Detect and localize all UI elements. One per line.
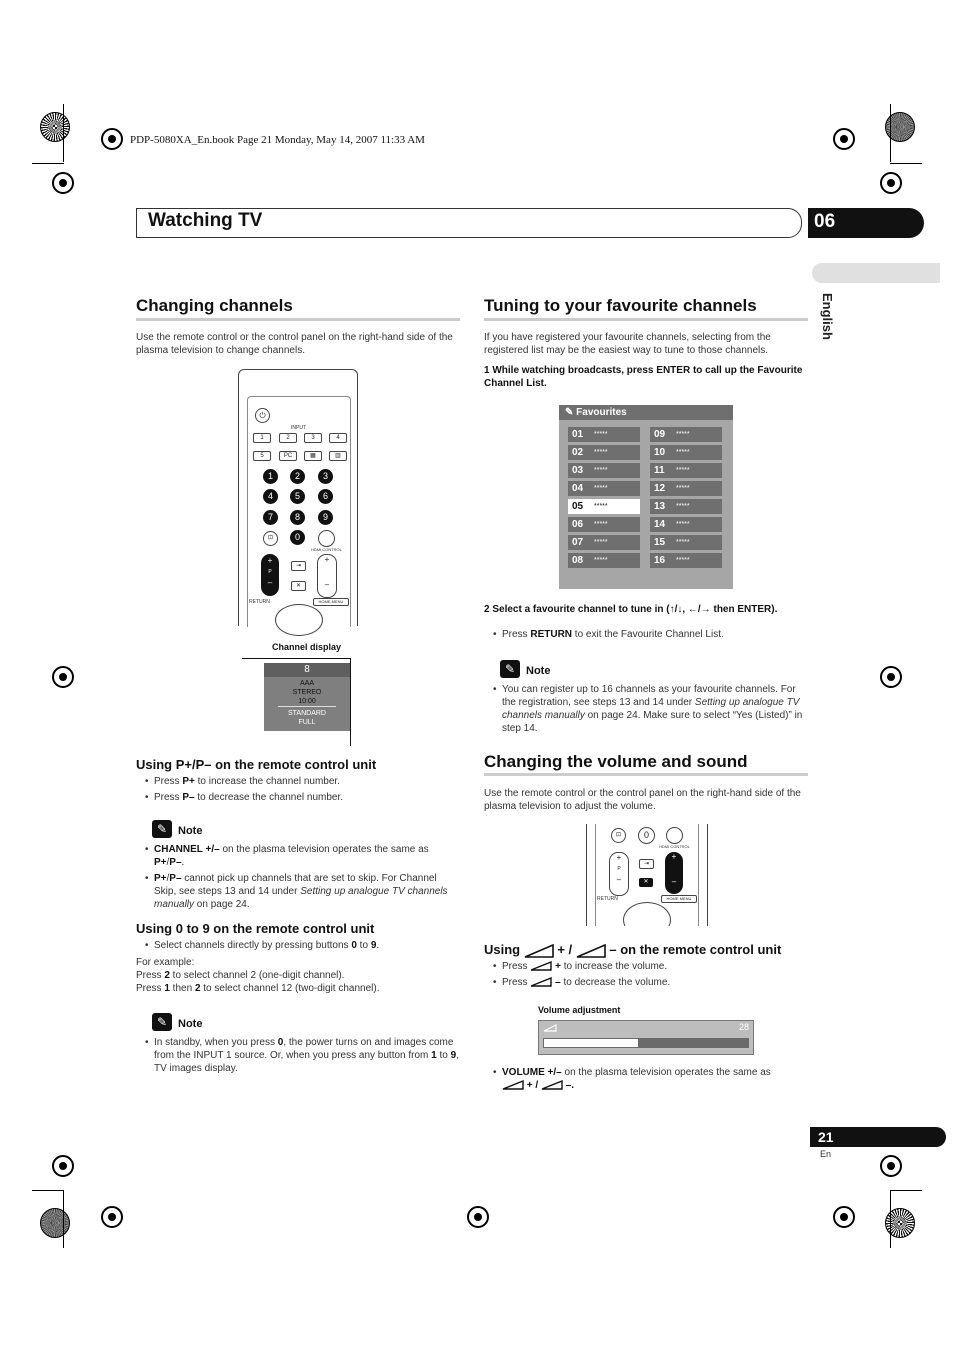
favourite-channel-number: 07: [572, 537, 584, 548]
number-button-3[interactable]: 3: [318, 469, 333, 484]
page-language: En: [820, 1149, 832, 1159]
page-number-badge: [810, 1127, 946, 1147]
section-heading-favourites: Tuning to your favourite channels: [484, 296, 757, 315]
crosshair-mark: [101, 128, 123, 150]
volume-rocker[interactable]: + –: [317, 554, 337, 598]
favourite-channel-name: *****: [676, 449, 690, 456]
note-icon: ✎: [152, 820, 172, 838]
number-button-0[interactable]: 0: [290, 530, 305, 545]
favourite-channel-number: 16: [654, 555, 666, 566]
volume-rocker[interactable]: + –: [665, 852, 683, 894]
favourite-channel-name: *****: [676, 539, 690, 546]
favourite-channel-item[interactable]: [568, 553, 640, 568]
registration-rosette: [40, 112, 70, 142]
volume-osd: [538, 1020, 754, 1055]
number-button-9[interactable]: 9: [318, 510, 333, 525]
favourite-channel-item[interactable]: [650, 463, 722, 478]
registration-rosette: [40, 1208, 70, 1238]
input-button-1[interactable]: 1: [253, 433, 271, 443]
crop-mark: [890, 163, 922, 164]
crosshair-mark: [833, 128, 855, 150]
favourite-channel-item[interactable]: [568, 445, 640, 460]
section-rule: [484, 318, 808, 321]
step-1: 1 While watching broadcasts, press ENTER to call up the Favourite Channel List.: [484, 365, 803, 389]
favourite-channel-number: 03: [572, 465, 584, 476]
number-button-8[interactable]: 8: [290, 510, 305, 525]
favourite-channel-number: 13: [654, 501, 666, 512]
language-label: English: [820, 293, 835, 340]
chapter-title: Watching TV: [148, 210, 263, 231]
step-2: 2 Select a favourite channel to tune in (↑/↓, ←/→ then ENTER).: [484, 604, 778, 615]
note-icon: ✎: [500, 660, 520, 678]
volume-level: 28: [738, 1022, 749, 1032]
list-item: • Press P+ to increase the channel number.: [154, 775, 454, 788]
favourite-channel-number: 05: [572, 501, 584, 512]
crop-mark: [32, 1190, 64, 1191]
volume-icon: [524, 944, 554, 958]
home-menu-button[interactable]: HOME MENU: [661, 895, 697, 903]
volume-bar-track: [543, 1038, 749, 1048]
number-button-4[interactable]: 4: [263, 489, 278, 504]
return-label: RETURN: [597, 896, 618, 902]
note-label: Note: [526, 665, 551, 677]
favourite-channel-number: 08: [572, 555, 584, 566]
note-label: Note: [178, 1018, 203, 1030]
input-button-pc[interactable]: PC: [279, 451, 297, 461]
volume-using-heading: Using + / – on the remote control unit: [484, 942, 782, 957]
list-item: • Select channels directly by pressing buttons 0 to 9.: [154, 939, 454, 952]
favourite-channel-item[interactable]: [568, 481, 640, 496]
changing-channels-intro: Use the remote control or the control panel on the right-hand side of the plasma television to change channels.: [136, 332, 453, 356]
favourite-channel-item[interactable]: [650, 535, 722, 550]
input-button-3[interactable]: 3: [304, 433, 322, 443]
hdmi-control-label: HDMI CONTROL: [659, 844, 690, 849]
channel-number: 8: [264, 663, 350, 677]
favourite-channel-item[interactable]: [568, 535, 640, 550]
favourite-channel-name: *****: [594, 539, 608, 546]
channel-display-osd: [264, 663, 350, 731]
channel-display-caption: Channel display: [272, 642, 342, 652]
favourites-intro: If you have registered your favourite channels, selecting from the registered list may be the easiest way to tune to those channels.: [484, 332, 771, 356]
pplus-heading: Using P+/P– on the remote control unit: [136, 757, 377, 772]
crop-mark: [890, 104, 891, 162]
number-button-2[interactable]: 2: [290, 469, 305, 484]
number-button-7[interactable]: 7: [263, 510, 278, 525]
split-screen-icon[interactable]: ▥: [329, 451, 347, 461]
section-rule: [484, 773, 808, 776]
crosshair-mark: [880, 172, 902, 194]
home-menu-button[interactable]: HOME MENU: [313, 598, 349, 606]
favourite-channel-name: *****: [676, 521, 690, 528]
crop-mark: [890, 1190, 922, 1191]
favourite-channel-number: 02: [572, 447, 584, 458]
favourite-channel-item[interactable]: [568, 427, 640, 442]
input-button-5[interactable]: 5: [253, 451, 271, 461]
list-item: • Press P– to decrease the channel number.: [154, 791, 454, 804]
favourites-panel-title: ✎ Favourites: [559, 405, 733, 420]
page-number: 21: [818, 1129, 834, 1145]
list-item: • Press RETURN to exit the Favourite Channel List.: [502, 628, 808, 641]
arrow-pad[interactable]: [275, 604, 323, 636]
favourite-channel-item[interactable]: [650, 445, 722, 460]
list-item: • Press + to increase the volume.: [502, 960, 808, 973]
section-heading-changing-channels: Changing channels: [136, 296, 293, 315]
info-icon[interactable]: ⊡: [611, 828, 626, 843]
favourite-channel-item[interactable]: [568, 517, 640, 532]
favourite-channel-item[interactable]: [568, 499, 640, 514]
chapter-number: 06: [814, 211, 836, 232]
clock: 10:00: [278, 697, 336, 707]
crosshair-mark: [880, 1155, 902, 1177]
print-header: PDP-5080XA_En.book Page 21 Monday, May 14, 2007 11:33 AM: [130, 134, 425, 146]
volume-icon: [502, 1080, 524, 1090]
number-button-1[interactable]: 1: [263, 469, 278, 484]
favourite-channel-name: *****: [594, 503, 608, 510]
favourite-channel-name: *****: [676, 467, 690, 474]
sound-mode: STEREO: [292, 689, 322, 696]
favourite-channel-item[interactable]: [650, 499, 722, 514]
source-icon[interactable]: ⇥: [291, 561, 306, 571]
favourite-channel-number: 01: [572, 429, 584, 440]
info-icon[interactable]: ⊡: [263, 531, 278, 546]
favourite-channel-number: 04: [572, 483, 584, 494]
favourite-channel-name: *****: [676, 503, 690, 510]
example-line: For example:: [136, 957, 195, 968]
volume-icon: [530, 977, 552, 987]
p-label: P: [617, 866, 621, 872]
channel-display-bracket: [350, 658, 351, 746]
favourite-channel-name: *****: [594, 557, 608, 564]
hdmi-control-label: HDMI CONTROL: [311, 547, 342, 552]
favourite-channel-number: 10: [654, 447, 666, 458]
list-item: • Press – to decrease the volume.: [502, 976, 808, 989]
chapter-number-badge: [808, 208, 924, 238]
display-icon[interactable]: ▦: [304, 451, 322, 461]
number-button-0[interactable]: 0: [638, 827, 655, 844]
list-item: • CHANNEL +/– on the plasma television operates the same as P+/P–.: [154, 843, 460, 869]
favourite-channel-name: *****: [594, 467, 608, 474]
favourite-channel-item[interactable]: [650, 427, 722, 442]
source-icon[interactable]: ⇥: [639, 859, 654, 869]
favourite-channel-name: *****: [594, 485, 608, 492]
crosshair-mark: [52, 172, 74, 194]
example-line: Press 1 then 2 to select channel 12 (two-digit channel).: [136, 983, 380, 994]
volume-icon: [543, 1024, 557, 1032]
list-item: • In standby, when you press 0, the power turns on and images come from the INPUT 1 source. Or, when you press any button from 1 to 9, TV images display.: [154, 1036, 460, 1075]
favourite-channel-number: 09: [654, 429, 666, 440]
crop-mark: [63, 1190, 64, 1248]
channel-name: AAA: [299, 680, 314, 687]
favourite-channel-name: *****: [676, 431, 690, 438]
list-item: • You can register up to 16 channels as your favourite channels. For the registration, see steps 13 and 14 under Setting up analogue TV channels manually on page 24. Make sure to select “Yes (Listed)” in step 14.: [502, 683, 808, 735]
crosshair-mark: [52, 666, 74, 688]
note-icon: ✎: [152, 1013, 172, 1031]
power-icon[interactable]: ⏻: [255, 408, 270, 423]
crosshair-mark: [467, 1206, 489, 1228]
crop-mark: [32, 163, 64, 164]
list-item: • P+/P– cannot pick up channels that are set to skip. For Channel Skip, see steps 13 and 14 under Setting up analogue TV channels manually on page 24.: [154, 872, 460, 911]
crosshair-mark: [833, 1206, 855, 1228]
channel-rocker[interactable]: + P –: [609, 852, 629, 896]
favourite-channel-item[interactable]: [568, 463, 640, 478]
return-label: RETURN: [249, 599, 270, 605]
hdmi-control-button[interactable]: [318, 530, 335, 547]
favourite-channel-name: *****: [676, 557, 690, 564]
number-button-6[interactable]: 6: [318, 489, 333, 504]
favourite-channel-number: 06: [572, 519, 584, 530]
section-rule: [136, 318, 460, 321]
volume-intro: Use the remote control or the control panel on the right-hand side of the plasma television to adjust the volume.: [484, 788, 801, 812]
crosshair-mark: [101, 1206, 123, 1228]
favourite-channel-item[interactable]: [650, 553, 722, 568]
volume-bar-fill: [544, 1039, 638, 1047]
input-label: INPUT: [291, 425, 306, 431]
mute-icon[interactable]: ✕: [639, 878, 653, 887]
hdmi-control-button[interactable]: [666, 827, 683, 844]
volume-adjustment-caption: Volume adjustment: [538, 1005, 621, 1015]
volume-icon: [576, 944, 606, 958]
favourite-channel-item[interactable]: [650, 481, 722, 496]
digits-heading: Using 0 to 9 on the remote control unit: [136, 921, 375, 936]
favourite-channel-number: 14: [654, 519, 666, 530]
remote-volume-illustration: [586, 824, 708, 926]
favourite-channel-number: 11: [654, 465, 665, 476]
input-button-4[interactable]: 4: [329, 433, 347, 443]
favourites-panel: [559, 405, 733, 589]
favourite-channel-item[interactable]: [650, 517, 722, 532]
favourite-channel-name: *****: [594, 449, 608, 456]
list-item: • VOLUME +/– on the plasma television operates the same as + / –.: [502, 1066, 808, 1092]
crop-mark: [890, 1190, 891, 1248]
favourite-channel-number: 12: [654, 483, 666, 494]
channel-display-bracket: [242, 658, 350, 659]
number-button-5[interactable]: 5: [290, 489, 305, 504]
volume-icon: [541, 1080, 563, 1090]
p-label: P: [268, 569, 272, 575]
screen-size: FULL: [298, 719, 316, 726]
channel-rocker[interactable]: + P –: [261, 554, 279, 596]
input-button-2[interactable]: 2: [279, 433, 297, 443]
picture-mode: STANDARD: [288, 710, 326, 717]
mute-icon[interactable]: ✕: [291, 581, 306, 591]
example-line: Press 2 to select channel 2 (one-digit channel).: [136, 970, 345, 981]
language-tab: [812, 263, 940, 283]
section-heading-volume: Changing the volume and sound: [484, 752, 748, 771]
volume-icon: [530, 961, 552, 971]
favourite-channel-name: *****: [594, 521, 608, 528]
crosshair-mark: [880, 666, 902, 688]
favourite-channel-name: *****: [594, 431, 608, 438]
favourite-channel-name: *****: [676, 485, 690, 492]
favourite-channel-number: 15: [654, 537, 666, 548]
remote-control-illustration: [238, 369, 358, 626]
crosshair-mark: [52, 1155, 74, 1177]
note-label: Note: [178, 825, 203, 837]
crop-mark: [63, 104, 64, 162]
